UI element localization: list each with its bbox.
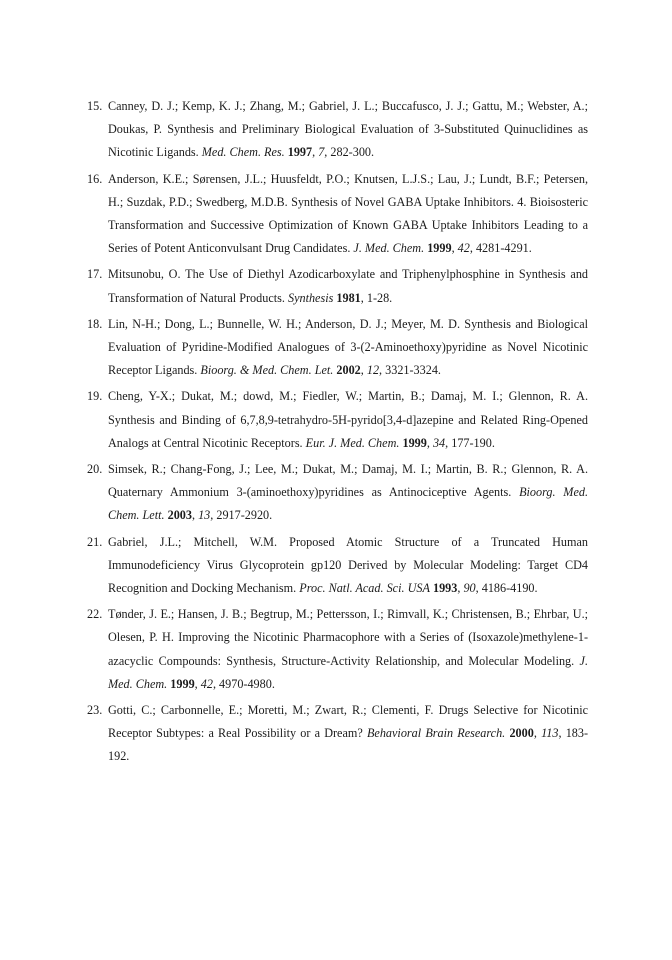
reference-number: 23. — [87, 703, 103, 718]
reference-journal: Bioorg. Med. Chem. Lett. — [108, 485, 589, 523]
reference-title: The Use of Diethyl Azodicarboxylate and Triphenylphosphine in Synthesis and Transformation of Natural Products. — [108, 267, 589, 305]
reference-item: 15. Canney, D. J.; Kemp, K. J.; Zhang, M.; Gabriel, J. L.; Buccafusco, J. J.; Gattu, M.; Webster, A.; Doukas, P. Synthesis and Preliminary Biological Evaluation of 3-Substituted Quinuclidines as Nicotinic Ligands. Med. Chem. Res. 1997, 7, 282-300. — [88, 95, 588, 165]
reference-item: 19. Cheng, Y-X.; Dukat, M.; dowd, M.; Fiedler, W.; Martin, B.; Damaj, M. I.; Glennon, R. A. Synthesis and Binding of 6,7,8,9-tetrahydro-5H-pyrido[3,4-d]azepine and Related Ring-Opened Analogs at Central Nicotinic Receptors. Eur. J. Med. Chem. 1999, 34, 177-190. — [88, 385, 588, 455]
reference-title: Drugs Selective for Nicotinic Receptor Subtypes: a Real Possibility or a Dream? — [108, 703, 588, 741]
reference-title: Synthesis and Binding of 6,7,8,9-tetrahydro-5H-pyrido[3,4-d]azepine and Related Ring-Opened Analogs at Central Nicotinic Receptors. — [108, 412, 588, 450]
reference-year: 2000 — [509, 726, 534, 741]
reference-authors: Canney, D. J.; Kemp, K. J.; Zhang, M.; Gabriel, J. L.; Buccafusco, J. J.; Gattu, M.; Webster, A.; Doukas, P. — [108, 99, 588, 137]
reference-pages: 177-190. — [451, 435, 495, 450]
reference-year: 1999 — [402, 435, 427, 450]
reference-authors: Cheng, Y-X.; Dukat, M.; dowd, M.; Fiedler, W.; Martin, B.; Damaj, M. I.; Glennon, R. A. — [108, 389, 588, 404]
reference-item: 20. Simsek, R.; Chang-Fong, J.; Lee, M.; Dukat, M.; Damaj, M. I.; Martin, B. R.; Glennon, R. A. Quaternary Ammonium 3-(aminoethoxy)pyridines as Antinociceptive Agents. Bioorg. Med. Chem. Lett. 2003, 13, 2917-2920. — [88, 458, 588, 528]
reference-title: Synthesis and Biological Evaluation of Pyridine-Modified Analogues of 3-(2-Aminoethoxy)pyridine as Novel Nicotinic Receptor Ligands. — [108, 316, 588, 378]
reference-pages: 3321-3324. — [385, 363, 441, 378]
reference-volume: 12 — [366, 363, 380, 378]
reference-pages: 4281-4291. — [475, 241, 532, 256]
reference-number: 19. — [87, 389, 103, 404]
reference-authors: Gabriel, J.L.; Mitchell, W.M. — [108, 534, 278, 549]
reference-journal: Bioorg. & Med. Chem. Let. — [200, 363, 334, 378]
reference-journal: Eur. J. Med. Chem. — [305, 435, 400, 450]
reference-volume: 90 — [463, 581, 476, 596]
reference-number: 17. — [87, 267, 103, 282]
reference-item: 17. Mitsunobu, O. The Use of Diethyl Azodicarboxylate and Triphenylphosphine in Synthesis and Transformation of Natural Products. Synthesis 1981, 1-28. — [88, 263, 588, 309]
reference-number: 15. — [87, 99, 103, 113]
reference-item: 18. Lin, N-H.; Dong, L.; Bunnelle, W. H.; Anderson, D. J.; Meyer, M. D. Synthesis and Biological Evaluation of Pyridine-Modified Analogues of 3-(2-Aminoethoxy)pyridine as Novel Nicotinic Receptor Ligands. Bioorg. & Med. Chem. Let. 2002, 12, 3321-3324. — [88, 313, 588, 383]
reference-item: 16. Anderson, K.E.; Sørensen, J.L.; Huusfeldt, P.O.; Knutsen, L.J.S.; Lau, J.; Lundt, B.F.; Petersen, H.; Suzdak, P.D.; Swedberg, M.D.B. Synthesis of Novel GABA Uptake Inhibitors. 4. Bioisosteric Transformation and Successive Optimization of Known GABA Uptake Inhibitors Leading to a Series of Potent Anticonvulsant Drug Candidates. J. Med. Chem. 1999, 42, 4281-4291. — [88, 168, 588, 261]
reference-pages: 282-300. — [330, 145, 375, 160]
reference-journal: Med. Chem. Res. — [201, 145, 285, 160]
reference-authors: Tønder, J. E.; Hansen, J. B.; Begtrup, M.; Pettersson, I.; Rimvall, K.; Christensen, B.; Ehrbar, U.; Olesen, P. H. — [108, 607, 588, 645]
reference-journal: Behavioral Brain Research. — [366, 726, 506, 741]
reference-year: 1997 — [287, 145, 313, 160]
reference-year: 2002 — [336, 363, 361, 378]
reference-year: 1999 — [170, 676, 195, 691]
reference-item: 22. Tønder, J. E.; Hansen, J. B.; Begtrup, M.; Pettersson, I.; Rimvall, K.; Christensen, B.; Ehrbar, U.; Olesen, P. H. Improving the Nicotinic Pharmacophore with a Series of (Isoxazole)methylene-1-azacyclic Compounds: Synthesis, Structure-Activity Relationship, and Molecular Modeling. J. Med. Chem. 1999, 42, 4970-4980. — [88, 603, 588, 696]
reference-year: 1999 — [427, 241, 452, 256]
reference-number: 21. — [87, 534, 103, 549]
reference-volume: 34 — [432, 435, 446, 450]
reference-journal: J. Med. Chem. — [353, 241, 425, 256]
reference-authors: Anderson, K.E.; Sørensen, J.L.; Huusfeldt, P.O.; Knutsen, L.J.S.; Lau, J.; Lundt, B.F.; Petersen, H.; Suzdak, P.D.; Swedberg, M.D.B. — [108, 171, 588, 209]
reference-authors: Simsek, R.; Chang-Fong, J.; Lee, M.; Dukat, M.; Damaj, M. I.; Martin, B. R.; Glennon, R. A. — [108, 462, 588, 477]
reference-year: 1993 — [432, 581, 458, 596]
reference-pages: 2917-2920. — [216, 508, 273, 523]
reference-title: Improving the Nicotinic Pharmacophore with a Series of (Isoxazole)methylene-1-azacyclic Compounds: Synthesis, Structure-Activity Relationship, and Molecular Modeling. — [108, 630, 589, 668]
reference-title: Proposed Atomic Structure of a Truncated Human Immunodeficiency Virus Glycoprotein gp120 Derived by Molecular Modeling: Target CD4 Recognition and Docking Mechanism. — [108, 534, 588, 596]
reference-year: 2003 — [167, 508, 192, 523]
reference-authors: Gotti, C.; Carbonnelle, E.; Moretti, M.; Zwart, R.; Clementi, F. — [108, 703, 434, 718]
reference-list — [88, 95, 588, 772]
reference-authors: Lin, N-H.; Dong, L.; Bunnelle, W. H.; Anderson, D. J.; Meyer, M. D. — [108, 316, 460, 331]
reference-journal: Proc. Natl. Acad. Sci. USA — [299, 581, 430, 596]
reference-number: 18. — [87, 316, 103, 331]
reference-title: Synthesis of Novel GABA Uptake Inhibitors. 4. Bioisosteric Transformation and Successive Optimization of Known GABA Uptake Inhibitors Leading to a Series of Potent Anticonvulsant Drug Candidates. — [108, 194, 588, 256]
reference-item: 21. Gabriel, J.L.; Mitchell, W.M. Proposed Atomic Structure of a Truncated Human Immunodeficiency Virus Glycoprotein gp120 Derived by Molecular Modeling: Target CD4 Recognition and Docking Mechanism. Proc. Natl. Acad. Sci. USA 1993, 90, 4186-4190. — [88, 531, 588, 601]
reference-volume: 13 — [198, 508, 211, 523]
reference-number: 20. — [87, 462, 103, 477]
reference-volume: 113 — [541, 726, 559, 741]
reference-title: Synthesis and Preliminary Biological Evaluation of 3-Substituted Quinuclidines as Nicotinic Ligands. — [108, 122, 588, 160]
reference-pages: 183-192. — [108, 726, 589, 764]
reference-pages: 4970-4980. — [219, 676, 275, 691]
reference-journal: J. Med. Chem. — [108, 653, 588, 691]
reference-pages: 1-28. — [366, 290, 393, 305]
reference-volume: 7 — [318, 145, 325, 160]
reference-item: 23. Gotti, C.; Carbonnelle, E.; Moretti, M.; Zwart, R.; Clementi, F. Drugs Selective for Nicotinic Receptor Subtypes: a Real Possibility or a Dream? Behavioral Brain Research. 2000, 113, 183-192. — [88, 699, 588, 769]
reference-number: 16. — [87, 171, 103, 186]
reference-journal: Synthesis — [287, 290, 334, 305]
reference-year: 1981 — [336, 290, 361, 305]
reference-volume: 42 — [200, 676, 213, 691]
reference-volume: 42 — [457, 241, 470, 256]
reference-title: Quaternary Ammonium 3-(aminoethoxy)pyridines as Antinociceptive Agents. — [108, 485, 512, 500]
reference-pages: 4186-4190. — [481, 581, 538, 596]
reference-number: 22. — [87, 607, 103, 622]
reference-authors: Mitsunobu, O. — [108, 267, 181, 282]
